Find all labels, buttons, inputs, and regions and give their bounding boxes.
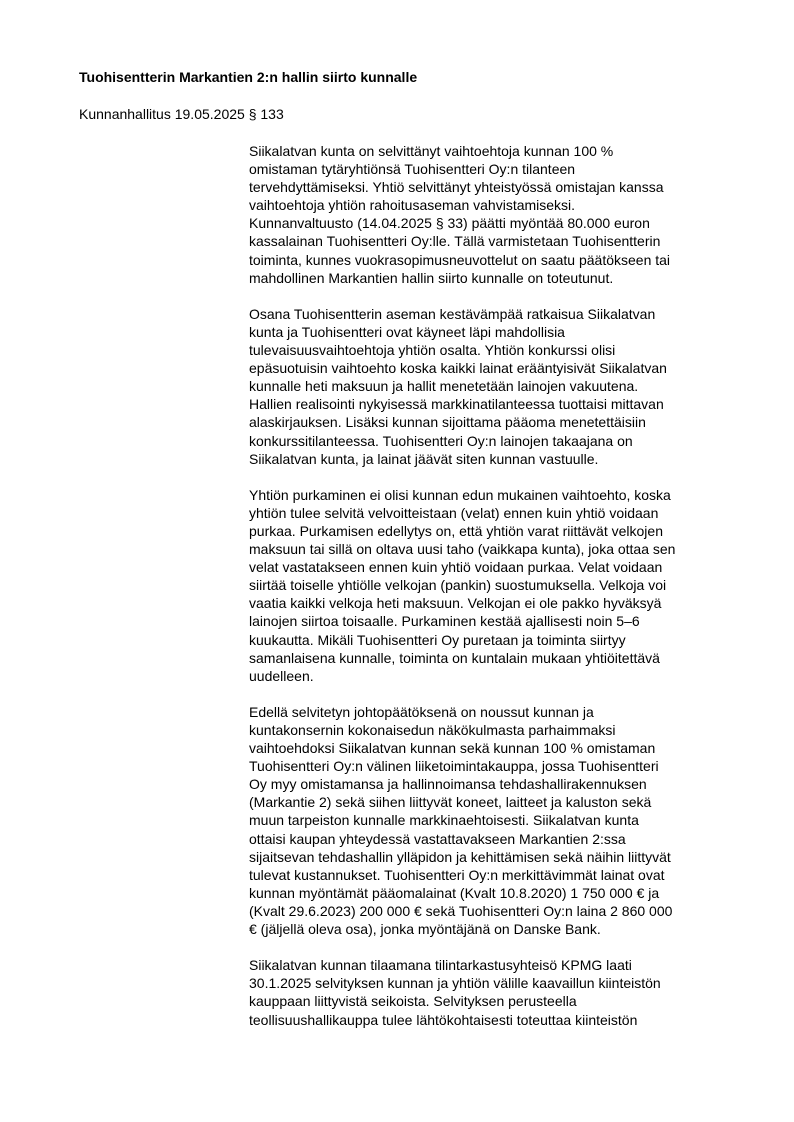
paragraph-line: omistaman tytäryhtiönsä Tuohisentteri Oy:n tilanteen (249, 161, 576, 178)
paragraph-line: kassalainan Tuohisentteri Oy:lle. Tällä varmistetaan Tuohisentterin (249, 233, 661, 250)
paragraph-line: lainojen siirtoa toisaalle. Purkaminen kestää ajallisesti noin 5–6 (249, 613, 640, 630)
paragraph-line: Edellä selvitetyn johtopäätöksenä on noussut kunnan ja (249, 703, 594, 720)
meeting-reference: Kunnanhallitus 19.05.2025 § 133 (79, 106, 284, 122)
paragraph-line: 30.1.2025 selvityksen kunnan ja yhtiön välille kaavaillun kiinteistön (249, 975, 661, 992)
body-paragraph (249, 486, 749, 685)
paragraph-line: vaihtoehtoja yhtiön rahoitusaseman vahvistamiseksi. (249, 197, 576, 214)
paragraph-line: Osana Tuohisentterin aseman kestävämpää ratkaisua Siikalatvan (249, 305, 656, 322)
paragraph-line: vaihtoehdoksi Siikalatvan kunnan sekä kunnan 100 % omistaman (249, 740, 656, 757)
paragraph-line: € (jäljellä oleva osa), jonka myöntäjänä on Danske Bank. (249, 921, 601, 938)
paragraph-line: epäsuotuisin vaihtoehto koska kaikki lainat erääntyisivät Siikalatvan (249, 360, 667, 377)
paragraph-line: kunnalle heti maksuun ja hallit menetetään lainojen vakuutena. (249, 378, 639, 395)
paragraph-line: samanlaisena kunnalle, toiminta on kuntalain mukaan yhtiöitettävä (249, 649, 660, 666)
paragraph-line: sijaitsevan tehdashallin ylläpidon ja kehittämisen sekä näihin liittyvät (249, 848, 671, 865)
document-title: Tuohisentterin Markantien 2:n hallin siirto kunnalle (79, 69, 418, 85)
paragraph-line: Siikalatvan kunnan tilaamana tilintarkastusyhteisö KPMG laati (249, 957, 632, 974)
paragraph-line: (Kvalt 29.6.2023) 200 000 € sekä Tuohisentteri Oy:n laina 2 860 000 (249, 902, 673, 919)
paragraph-line: Hallien realisointi nykyisessä markkinatilanteessa tuottaisi mittavan (249, 396, 664, 413)
paragraph-line: (Markantie 2) sekä siihen liittyvät koneet, laitteet ja kaluston sekä (249, 794, 652, 811)
paragraph-line: Yhtiön purkaminen ei olisi kunnan edun mukainen vaihtoehto, koska (249, 486, 671, 503)
paragraph-line: kuukautta. Mikäli Tuohisentteri Oy puretaan ja toiminta siirtyy (249, 631, 626, 648)
paragraph-line: toiminta, kunnes vuokrasopimusneuvottelut on saatu päätökseen tai (249, 251, 671, 268)
paragraph-line: Kunnanvaltuusto (14.04.2025 § 33) päätti myöntää 80.000 euron (249, 215, 650, 232)
paragraph-line: siirtää toiselle yhtiölle velkojan (pankin) suostumuksella. Velkoja voi (249, 577, 667, 594)
paragraph-line: yhtiön tulee selvitä velvoitteistaan (velat) ennen kuin yhtiö voidaan (249, 504, 659, 521)
paragraph-line: purkaa. Purkamisen edellytys on, että yhtiön varat riittävät velkojen (249, 522, 663, 539)
paragraph-line: alaskirjauksen. Lisäksi kunnan sijoittama pääoma menetettäisiin (249, 414, 646, 431)
body-paragraph (249, 142, 749, 287)
paragraph-line: tulevaisuusvaihtoehtoja yhtiön osalta. Yhtiön konkurssi olisi (249, 342, 616, 359)
body-paragraph (249, 703, 749, 938)
paragraph-line: kunta ja Tuohisentteri ovat käyneet läpi mahdollisia (249, 323, 565, 340)
paragraph-line: Siikalatvan kunta on selvittänyt vaihtoehtoja kunnan 100 % (249, 143, 614, 159)
paragraph-line: ottaisi kaupan yhteydessä vastattavakseen Markantien 2:ssa (249, 830, 626, 847)
paragraph-line: velat vastatakseen ennen kuin yhtiö voidaan purkaa. Velat voidaan (249, 559, 663, 576)
paragraph-line: tulevat kustannukset. Tuohisentteri Oy:n merkittävimmät lainat ovat (249, 866, 665, 883)
paragraph-line: mahdollinen Markantien hallin siirto kunnalle on toteutunut. (249, 269, 614, 286)
paragraph-line: kunnan myöntämät pääomalainat (Kvalt 10.8.2020) 1 750 000 € ja (249, 884, 660, 901)
paragraph-line: Siikalatvan kunta, ja lainat jäävät siten kunnan vastuulle. (249, 450, 599, 467)
document-body (249, 142, 749, 1047)
body-paragraph (249, 956, 749, 1028)
paragraph-line: vaatia kaikki velkoja heti maksuun. Velkojan ei ole pakko hyväksyä (249, 595, 662, 612)
paragraph-line: tervehdyttämiseksi. Yhtiö selvittänyt yhteistyössä omistajan kanssa (249, 179, 664, 196)
paragraph-line: Tuohisentteri Oy:n välinen liiketoimintakauppa, jossa Tuohisentteri (249, 758, 659, 775)
paragraph-line: muun tarpeiston kunnalle markkinaehtoisesti. Siikalatvan kunta (249, 812, 639, 829)
paragraph-line: uudelleen. (249, 667, 314, 684)
paragraph-line: konkurssitilanteessa. Tuohisentteri Oy:n lainojen takaajana on (249, 432, 633, 449)
body-paragraph (249, 305, 749, 468)
paragraph-line: kauppaan liittyvistä seikoista. Selvityksen perusteella (249, 993, 577, 1010)
paragraph-line: kuntakonsernin kokonaisedun näkökulmasta parhaimmaksi (249, 722, 616, 738)
paragraph-line: teollisuushallikauppa tulee lähtökohtaisesti toteuttaa kiinteistön (249, 1011, 638, 1028)
paragraph-line: maksuun tai sillä on oltava uusi taho (vaikkapa kunta), joka ottaa sen (249, 541, 676, 558)
paragraph-line: Oy myy omistamansa ja hallinnoimansa tehdashallirakennuksen (249, 776, 647, 793)
